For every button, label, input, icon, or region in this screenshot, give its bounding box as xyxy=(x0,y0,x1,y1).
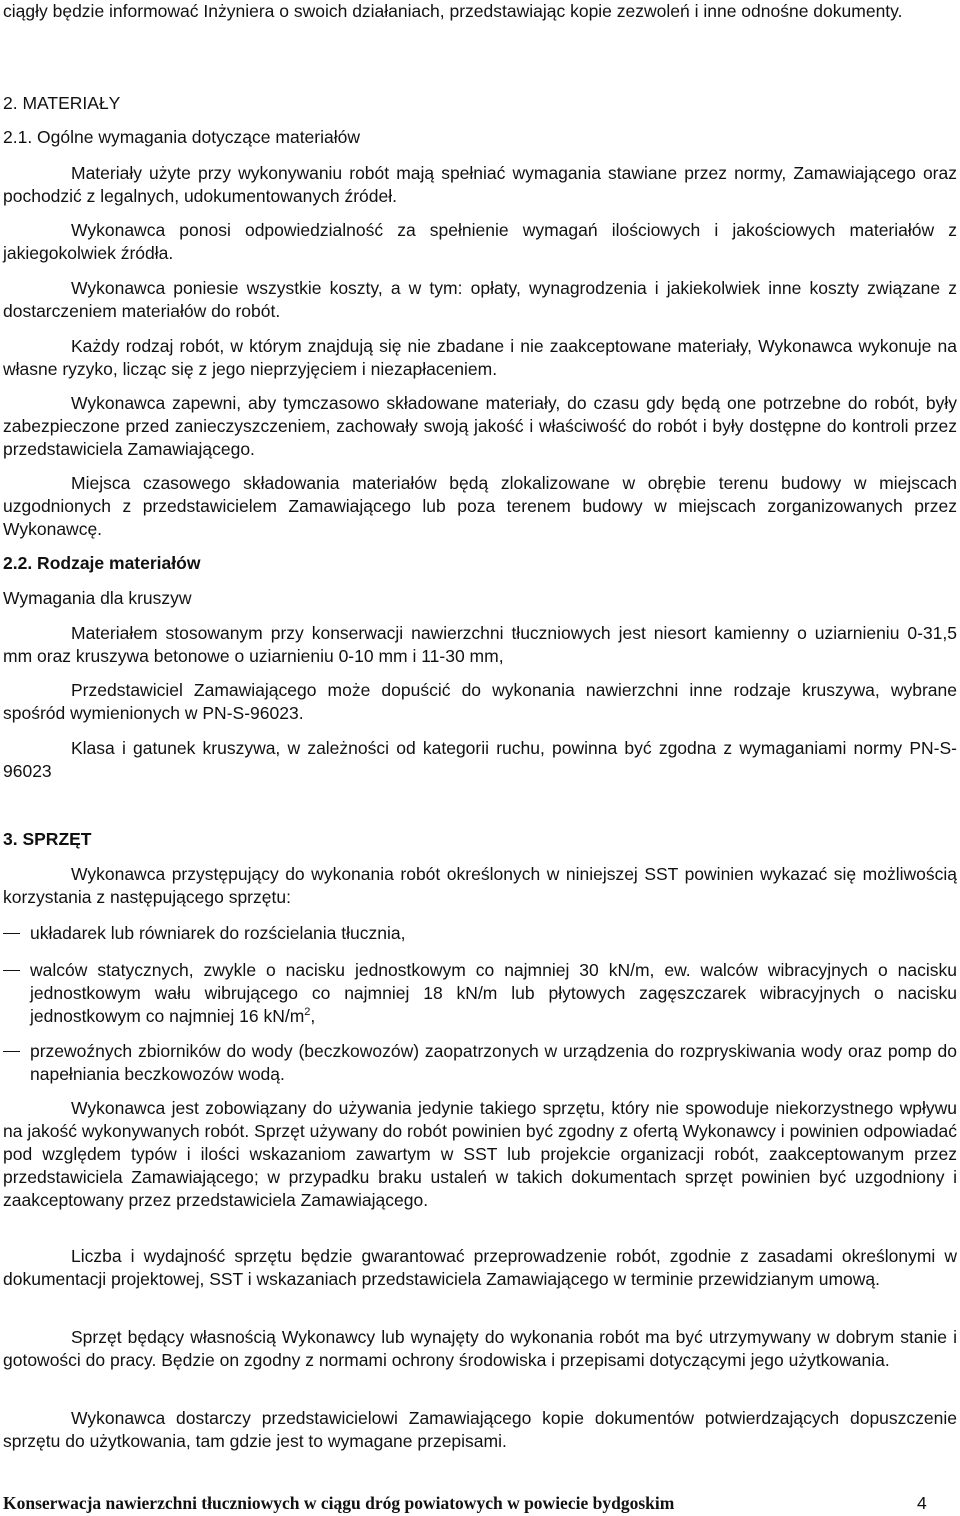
section-heading-materials: 2. MATERIAŁY xyxy=(3,93,121,113)
paragraph-intro: ciągły będzie informować Inżyniera o swoich działaniach, przedstawiając kopie zezwoleń i inne odnośne dokumenty. xyxy=(3,1,903,21)
paragraph-materials-1: Materiały użyte przy wykonywaniu robót mają spełniać wymagania stawiane przez normy, Zamawiającego oraz pochodzić z legalnych, udokumentowanych źródeł. xyxy=(3,163,957,206)
paragraph-aggregate-2: Przedstawiciel Zamawiającego może dopuścić do wykonania nawierzchni inne rodzaje kruszywa, wybrane spośród wymienionych w PN-S-96023. xyxy=(3,680,957,723)
list-item-text: układarek lub równiarek do rozścielania tłucznia, xyxy=(30,923,406,943)
paragraph-equipment-intro: Wykonawca przystępujący do wykonania robót określonych w niniejszej SST powinien wykazać się możliwością korzystania z następującego sprzętu: xyxy=(3,864,957,907)
paragraph-materials-3: Wykonawca poniesie wszystkie koszty, a w tym: opłaty, wynagrodzenia i jakiekolwiek inne koszty związane z dostarczeniem materiałów do robót. xyxy=(3,278,957,321)
paragraph-materials-2: Wykonawca ponosi odpowiedzialność za spełnienie wymagań ilościowych i jakościowych materiałów z jakiegokolwiek źródła. xyxy=(3,220,957,263)
superscript: 2 xyxy=(304,1006,311,1019)
dash-bullet xyxy=(3,1051,20,1052)
paragraph-equipment-2: Liczba i wydajność sprzętu będzie gwarantować przeprowadzenie robót, zgodnie z zasadami określonymi w dokumentacji projektowej, SST i wskazaniach przedstawiciela Zamawiającego w terminie przewidzianym umową. xyxy=(3,1246,957,1289)
section-heading-equipment: 3. SPRZĘT xyxy=(3,829,92,849)
dash-bullet xyxy=(3,933,20,934)
paragraph-aggregate-3: Klasa i gatunek kruszywa, w zależności od kategorii ruchu, powinna być zgodna z wymaganiami normy PN-S-96023 xyxy=(3,738,957,781)
paragraph-materials-4: Każdy rodzaj robót, w którym znajdują się nie zbadane i nie zaakceptowane materiały, Wykonawca wykonuje na własne ryzyko, licząc się z jego nieprzyjęciem i niezapłaceniem. xyxy=(3,336,957,379)
dash-bullet xyxy=(3,970,20,971)
page-number: 4 xyxy=(917,1493,927,1513)
page-footer xyxy=(3,1491,957,1515)
paragraph-equipment-1: Wykonawca jest zobowiązany do używania jedynie takiego sprzętu, który nie spowoduje niekorzystnego wpływu na jakość wykonywanych robót. Sprzęt używany do robót powinien być zgodny z ofertą Wykonawcy i powinien odpowiadać pod względem typów i ilości wskazaniom zawartym w SST lub projekcie organizacji robót, zaakceptowanym przez przedstawiciela Zamawiającego; w przypadku braku ustaleń w takich dokumentach sprzęt powinien być uzgodniony i zaakceptowany przez przedstawiciela Zamawiającego. xyxy=(3,1098,957,1210)
paragraph-materials-5: Wykonawca zapewni, aby tymczasowo składowane materiały, do czasu gdy będą one potrzebne do robót, były zabezpieczone przed zanieczyszczeniem, zachowały swoją jakość i właściwość do robót i były dostępne do kontroli przez przedstawiciela Zamawiającego. xyxy=(3,393,957,459)
subsection-heading-material-types: 2.2. Rodzaje materiałów xyxy=(3,553,201,573)
list-item-text: przewoźnych zbiorników do wody (beczkowozów) zaopatrzonych w urządzenia do rozpryskiwania wody oraz pomp do napełniania beczkowozów wodą. xyxy=(30,1041,957,1084)
paragraph-materials-6: Miejsca czasowego składowania materiałów będą zlokalizowane w obrębie terenu budowy w miejscach uzgodnionych z przedstawicielem Zamawiającego lub poza terenem budowy w miejscach zorganizowanych przez Wykonawcę. xyxy=(3,473,957,539)
footer-title: Konserwacja nawierzchni tłuczniowych w ciągu dróg powiatowych w powiecie bydgoskim xyxy=(3,1493,675,1513)
paragraph-equipment-4: Wykonawca dostarczy przedstawicielowi Zamawiającego kopie dokumentów potwierdzających dopuszczenie sprzętu do użytkowania, tam gdzie jest to wymagane przepisami. xyxy=(3,1408,957,1451)
paragraph-equipment-3: Sprzęt będący własnością Wykonawcy lub wynajęty do wykonania robót ma być utrzymywany w dobrym stanie i gotowości do pracy. Będzie on zgodny z normami ochrony środowiska i przepisami dotyczącymi jego użytkowania. xyxy=(3,1327,957,1370)
subsection-heading-general-requirements: 2.1. Ogólne wymagania dotyczące materiałów xyxy=(3,127,360,147)
subheading-aggregate-requirements: Wymagania dla kruszyw xyxy=(3,588,192,608)
paragraph-aggregate-1: Materiałem stosowanym przy konserwacji nawierzchni tłuczniowych jest niesort kamienny o uziarnieniu 0-31,5 mm oraz kruszywa betonowe o uziarnieniu 0-10 mm i 11-30 mm, xyxy=(3,623,957,666)
list-item-text: walców statycznych, zwykle o nacisku jednostkowym co najmniej 30 kN/m, ew. walców wibracyjnych o nacisku jednostkowym wału wibrującego co najmniej 18 kN/m lub płytowych zagęszczarek wibracyjnych o nacisku jednostkowym co najmniej 16 $kN/m^2$, xyxy=(30,960,957,1026)
